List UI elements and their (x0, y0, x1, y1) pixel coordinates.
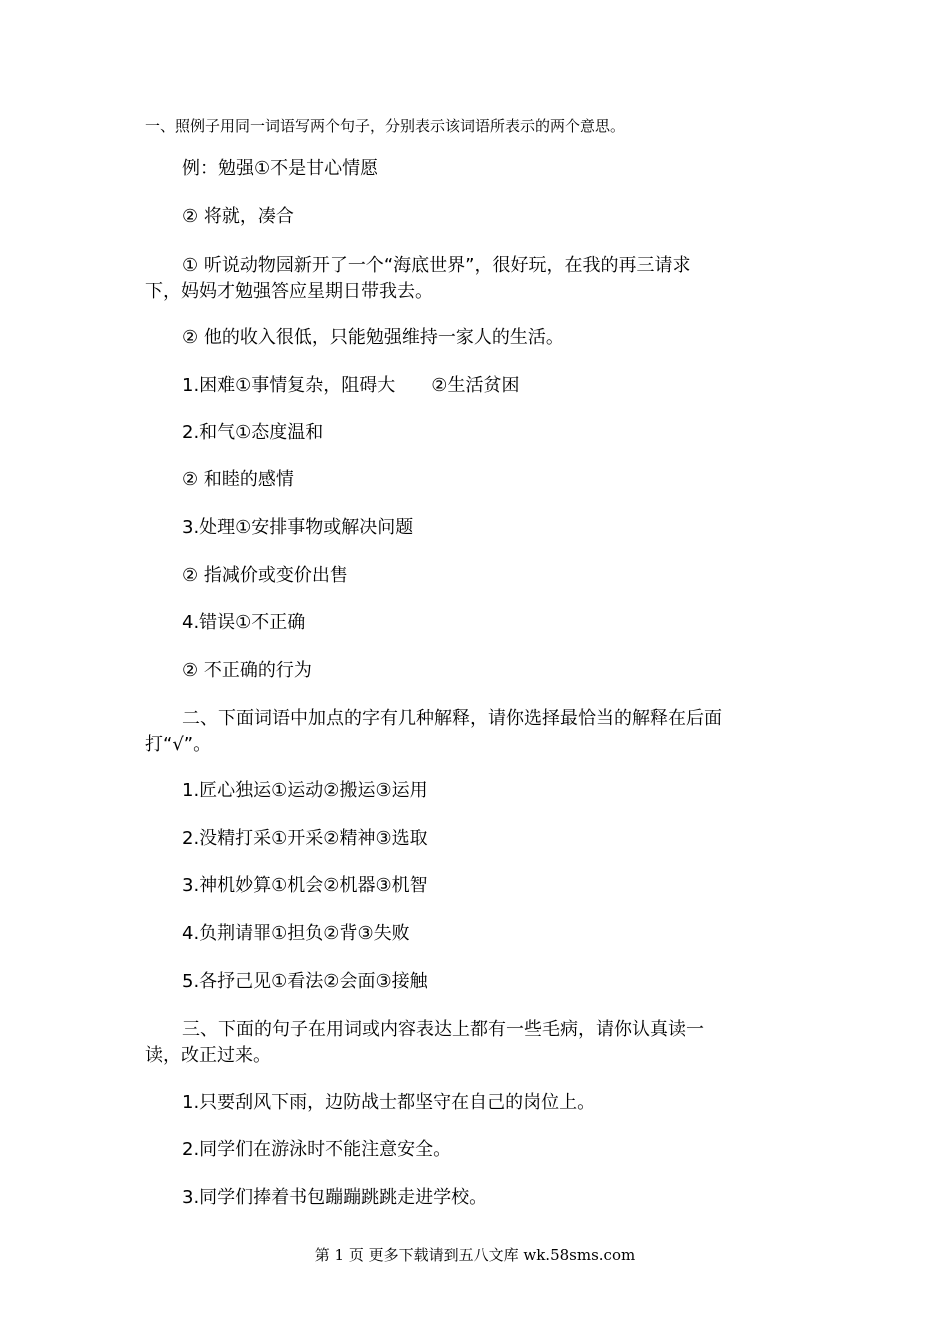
idiom-item-3: 3.神机妙算①机会②机器③机智 (182, 875, 428, 896)
word-item-1: 1.困难①事情复杂，阻碍大 ②生活贫困 (182, 375, 520, 396)
idiom-item-1: 1.匠心独运①运动②搬运③运用 (182, 780, 428, 801)
idiom-item-5: 5.各抒己见①看法②会面③接触 (182, 971, 428, 992)
idiom-item-2: 2.没精打采①开采②精神③选取 (182, 828, 428, 849)
page-footer: 第 1 页 更多下载请到五八文库 wk.58sms.com (314, 1246, 636, 1264)
example-sentence-one: ① 听说动物园新开了一个“海底世界”，很好玩，在我的再三请求下，妈妈才勉强答应星期日带我去。 (145, 255, 691, 302)
sentence-item-3: 3.同学们捧着书包蹦蹦跳跳走进学校。 (182, 1187, 488, 1208)
sentence-item-1: 1.只要刮风下雨，边防战士都坚守在自己的岗位上。 (182, 1092, 596, 1113)
word-item-2: 2.和气①态度温和 (182, 422, 324, 443)
example-sentence-two: ② 他的收入很低，只能勉强维持一家人的生活。 (182, 327, 564, 348)
word-item-3: 3.处理①安排事物或解决问题 (182, 517, 414, 538)
section-one-heading: 一、照例子用同一词语写两个句子，分别表示该词语所表示的两个意思。 (145, 117, 626, 135)
word-item-4: 4.错误①不正确 (182, 612, 306, 633)
example-line: 例：勉强①不是甘心情愿 (182, 158, 379, 179)
example-meaning-two: ② 将就，凑合 (182, 206, 294, 227)
section-two-heading: 二、下面词语中加点的字有几种解释，请你选择最恰当的解释在后面打“√”。 (145, 708, 722, 755)
word-item-4-meaning-two: ② 不正确的行为 (182, 660, 312, 681)
sentence-item-2: 2.同学们在游泳时不能注意安全。 (182, 1139, 452, 1160)
section-three-heading: 三、下面的句子在用词或内容表达上都有一些毛病，请你认真读一读，改正过来。 (145, 1019, 704, 1066)
idiom-item-4: 4.负荆请罪①担负②背③失败 (182, 923, 410, 944)
word-item-2-meaning-two: ② 和睦的感情 (182, 469, 294, 490)
word-item-3-meaning-two: ② 指减价或变价出售 (182, 565, 348, 586)
